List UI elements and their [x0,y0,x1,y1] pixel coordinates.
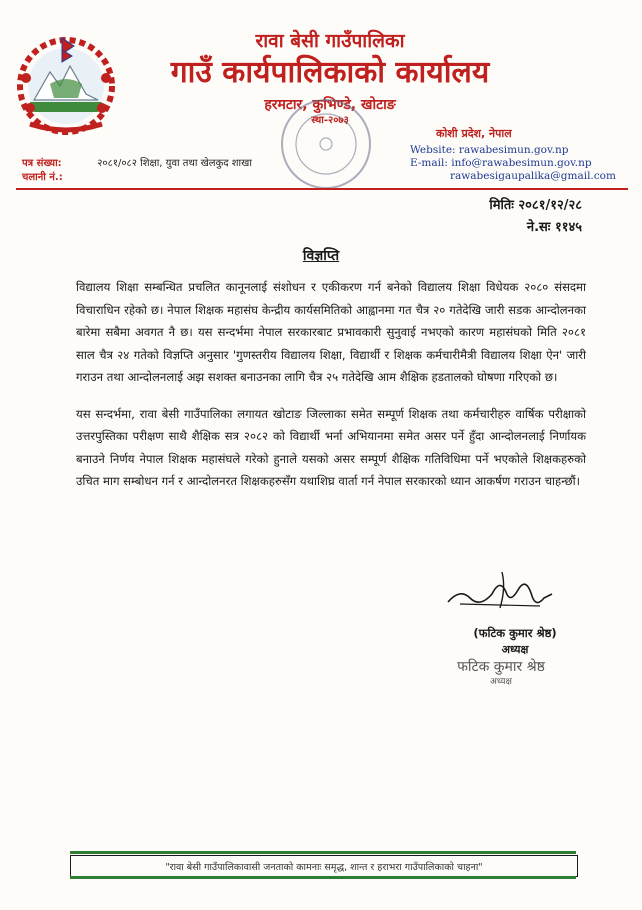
signer-block [450,624,580,658]
established-year: स्था-२०७३ [311,115,349,126]
ns-line: ने.सः ११४५ [526,220,582,235]
office-stamp-icon [278,96,374,192]
subject-heading: विज्ञप्ति [302,248,340,264]
body-paragraph-1: विद्यालय शिक्षा सम्बन्धित प्रचलित कानूनलाई संशोधन र एकीकरण गर्न बनेको विद्यालय शिक्षा विधेयक २०८० संसदमा विचाराधिन रहेको छ। नेपाल शिक्षक महासंघ केन्द्रीय कार्यसमितिको आह्वानमा गत चैत्र २० गतेदेखि जारी सडक आन्दोलनका बारेमा सबैमा अवगत नै छ। यस सन्दर्भमा नेपाल सरकारबाट प्रभावकारी सुनुवाई नभएको कारण महासंघको मिति २०८१ साल चैत्र २४ गतेको विज्ञप्ति अनुसार 'गुणस्तरीय विद्यालय शिक्षा, विद्यार्थी र शिक्षक कर्मचारीमैत्री विद्यालय शिक्षा ऐन' जारी गराउन तथा आन्दोलनलाई अझ सशक्त बनाउनका लागि चैत्र २५ गतेदेखि आम शैक्षिक हडतालको घोषणा गरिएको छ। [76,280,586,384]
header-divider [16,188,628,190]
signer-name: (फटिक कुमार श्रेष्ठ) [473,626,557,640]
footer-bar-bottom [70,876,576,879]
chalani-label: चलानी नं.: [22,172,63,183]
name-seal [446,658,556,688]
nepal-emblem-icon [10,28,122,140]
email-link-secondary[interactable]: rawabesigaupalika@gmail.com [450,170,616,182]
contact-info [410,144,616,183]
email-link[interactable]: E-mail: info@rawabesimun.gov.np [410,157,592,169]
body-paragraph-2: यस सन्दर्भमा, रावा बेसी गाउँपालिका लगायत खोटाङ जिल्लाका समेत सम्पूर्ण शिक्षक तथा कर्मचारीहरु वार्षिक परीक्षाको उत्तरपुस्तिका परीक्षण साथै शैक्षिक सत्र २०८२ को विद्यार्थी भर्ना अभियानमा समेत असर पर्ने हुँदा आन्दोलनलाई निर्णायक बनाउने निर्णय नेपाल शिक्षक महासंघले गरेको हुनाले यसको असर सम्पूर्ण शैक्षिक गतिविधिमा पर्ने भएकोले शिक्षकहरुको उचित माग सम्बोधन गर्न र आन्दोलनरत शिक्षकहरुसँग यथाशिघ्र वार्ता गर्न नेपाल सरकारको ध्यान आकर्षण गराउन चाहन्छौं। [76,406,586,488]
website-link[interactable]: Website: rawabesimun.gov.np [410,144,569,156]
reference-block [22,157,252,185]
municipality-name: रावा बेसी गाउँपालिका [255,30,405,52]
seal-name: फटिक कुमार श्रेष्ठ [457,659,545,675]
patra-sankhya-value: २०८१/०८२ शिक्षा, युवा तथा खेलकुद शाखा [97,158,252,169]
letter-body [76,276,586,507]
patra-sankhya-label: पत्र संख्या: [22,158,62,169]
signer-title: अध्यक्ष [501,643,529,656]
province-label: कोशी प्रदेश, नेपाल [436,127,512,140]
date-line: मितिः २०८१/१२/२८ [489,198,582,213]
footer-slogan [70,855,578,877]
office-name: गाउँ कार्यपालिकाको कार्यालय [170,55,490,90]
office-address: हरमटार, कुभिण्डे, खोटाङ [264,97,396,113]
seal-title: अध्यक्ष [490,677,512,687]
signature-icon [440,568,560,618]
footer-slogan-text: "रावा बेसी गाउँपालिकावासी जनताको कामनाः समृद्ध, शान्त र हराभरा गाउँपालिकाको चाहना" [165,861,483,873]
date-block [489,195,582,239]
footer-bar-top [70,851,576,854]
